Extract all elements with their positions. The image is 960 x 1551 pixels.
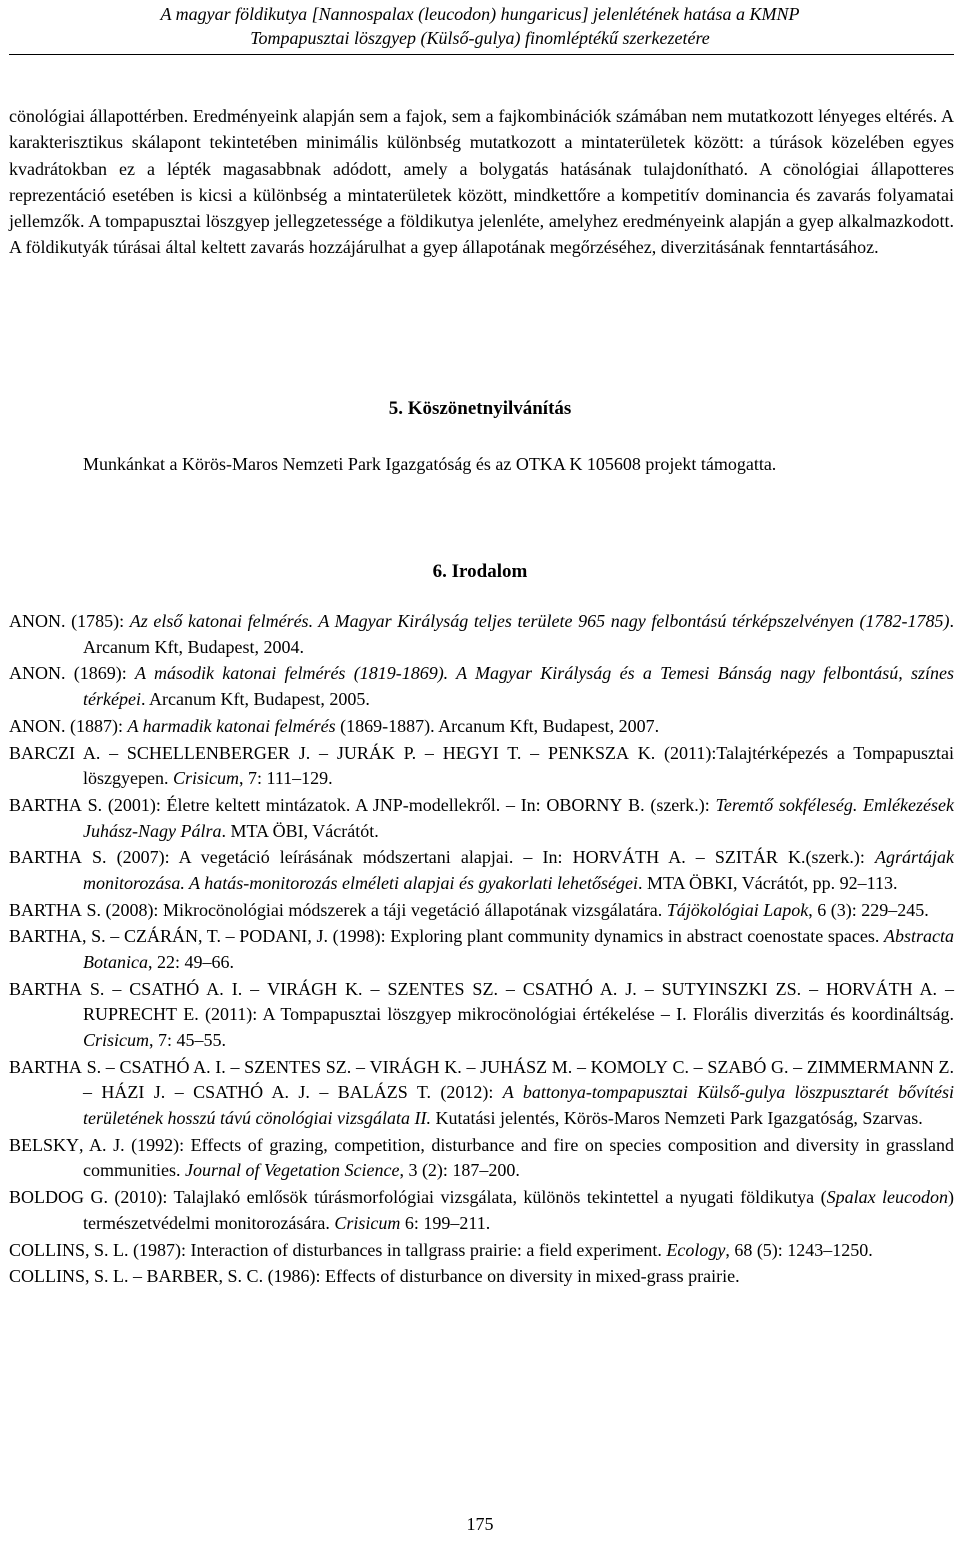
reference-title: Crisicum — [83, 1030, 150, 1050]
running-header-line-2: Tompapusztai löszgyep (Külső-gulya) finomléptékű szerkezetére — [250, 28, 710, 48]
reference-text: , 7: 111–129. — [239, 768, 333, 789]
reference-author: BARBER — [146, 1266, 219, 1287]
reference-title: Teremtő sokféleség. Emlékezések Juhász-Nagy Pálra — [83, 794, 954, 841]
reference-author: JUHÁSZ — [480, 1056, 548, 1077]
reference-text: , 22: 49–66. — [148, 952, 235, 973]
reference-author: KOMOLY — [590, 1056, 668, 1077]
reference-item — [9, 741, 954, 792]
reference-title: Journal of Vegetation Science — [185, 1160, 400, 1181]
reference-author: CSATHÓ — [193, 1082, 264, 1103]
reference-text: , J. (1998): Exploring plant community dynamics in abstract coenostate spaces. — [307, 926, 884, 947]
reference-text: P. – — [394, 742, 443, 763]
reference-author: CSATHÓ — [119, 1056, 190, 1077]
reference-title: Crisicum — [334, 1212, 401, 1233]
reference-text: A. – — [75, 742, 127, 763]
reference-author: BOLDOG — [9, 1187, 84, 1208]
reference-author: COLLINS — [9, 1239, 85, 1260]
reference-item — [9, 1185, 954, 1236]
reference-author: SZENTES — [387, 978, 465, 999]
reference-text: Z. – — [83, 1056, 955, 1103]
reference-item — [9, 1264, 954, 1290]
reference-text: C. – — [667, 1056, 708, 1077]
reference-text: , A. J. (1992): Effects of grazing, competition, disturbance and fire on species composition and diversity in grassland communities. — [79, 1134, 954, 1181]
reference-item — [9, 609, 954, 660]
reference-author: ZIMMERMANN — [806, 1056, 934, 1077]
reference-author: SZENTES — [244, 1056, 322, 1077]
reference-text: K. – — [337, 978, 388, 999]
reference-title: Abstracta Botanica — [83, 926, 954, 973]
reference-text: K.(szerk.): — [777, 847, 875, 868]
reference-author: SCHELLENBERGER — [126, 742, 290, 763]
reference-title: Ecology — [666, 1239, 726, 1260]
reference-item — [9, 1238, 954, 1264]
reference-title: A harmadik katonai felmérés — [127, 715, 336, 736]
section-heading-acknowledgements: 5. Köszönetnyilvánítás — [388, 398, 572, 419]
page-number: 175 — [466, 1514, 494, 1534]
reference-text: . MTA ÖBI, Vácrátót. — [221, 820, 379, 841]
reference-author: BARTHA — [9, 926, 82, 947]
reference-list — [9, 609, 954, 1291]
reference-text: ) természetvédelmi monitorozására. — [83, 1187, 954, 1233]
reference-text: . Arcanum Kft, Budapest, 2005. — [140, 688, 370, 709]
reference-item — [9, 1055, 954, 1132]
header-rule — [9, 54, 954, 55]
reference-text: T. – — [498, 742, 548, 763]
reference-title: Agrártájak monitorozása. A hatás-monitorozás elméleti alapjai és gyakorlati lehetőségei — [83, 847, 954, 893]
reference-title: A battonya-tompapusztai Külső-gulya löszpusztarét bővítési területének hosszú távú cönológiai vizsgálata II. — [83, 1082, 955, 1128]
running-header — [0, 0, 960, 50]
reference-title: Tájökológiai Lapok — [666, 899, 809, 920]
reference-author: BARCZI — [9, 742, 76, 763]
reference-text: . MTA ÖBKI, Vácrátót, pp. 92–113. — [637, 872, 898, 893]
reference-text: , S. L. – — [85, 1266, 147, 1287]
reference-author: BARTHA — [9, 794, 82, 815]
reference-item — [9, 714, 954, 740]
reference-author: HÁZI — [101, 1082, 145, 1103]
reference-text: T. (2012): — [407, 1082, 503, 1103]
reference-author: ANON — [9, 715, 61, 736]
reference-text: E. (2011): A Tompapusztai löszgyep mikrocönológiai értékelése – I. Florális diverzitás és koordináltság. — [177, 1004, 954, 1025]
reference-text: , 6 (3): 229–245. — [808, 899, 929, 920]
reference-title: Crisicum — [172, 768, 239, 789]
reference-text: K. – — [439, 1056, 481, 1077]
reference-text: G. (2010): Talajlakó emlősök túrásmorfológiai vizsgálata, különös tekintettel a nyugati földikutya ( — [84, 1187, 827, 1208]
reference-text: S. (2007): A vegetáció leírásának módszertani alapjai. – In: — [81, 847, 573, 868]
reference-item — [9, 898, 954, 924]
reference-text: S. (2008): Mikrocönológiai módszerek a táji vegetáció állapotának vizsgálatára. — [81, 899, 667, 920]
reference-title: A második katonai felmérés (1819-1869). A Magyar Királyság és a Temesi Bánság nagy felbontású, színes térképei — [83, 663, 954, 709]
reference-text: , 3 (2): 187–200. — [399, 1160, 520, 1181]
reference-item — [9, 977, 954, 1054]
reference-author: BELSKY — [9, 1134, 80, 1155]
reference-author: BARTHA — [9, 978, 82, 999]
reference-author: JURÁK — [336, 742, 395, 763]
reference-author: CSATHÓ — [129, 978, 200, 999]
reference-text: Kutatási jelentés, Körös-Maros Nemzeti Park Igazgatóság, Szarvas. — [430, 1107, 923, 1128]
reference-author: HEGYI — [442, 742, 499, 763]
reference-item — [9, 793, 954, 844]
reference-text: S. – — [81, 978, 130, 999]
body-paragraph: cönológiai állapottérben. Eredményeink alapján sem a fajok, sem a fajkombinációk számában nem mutatkozott lényeges eltérés. A karakterisztikus skálapont tekintetében minimális különbség mutatkozott a mintaterületek között: a túrások közelében egyes kvadrátokban ez a lépték magasabbnak adódott, amely a bolygatás hatásának tulajdonítható. A cönológiai állapotteres reprezentáció esetében is kicsi a különbség a mintaterületek között, mindkettőre a kompetitív dominancia és zavarás folyamatai jellemzők. A tompapusztai löszgyep jellegzetessége a földikutya jelenléte, amelyhez eredményeink alapján a gyep alkalmazkodott. A földikutyák túrásai által keltett zavarás hozzájárulhat a gyep állapotának megőrzéséhez, diverzitásának fenntartásához. — [9, 106, 954, 258]
reference-author: ANON — [9, 611, 61, 631]
reference-author: SUTYINSZKI — [661, 978, 768, 999]
reference-text: . (1785): — [61, 611, 130, 631]
reference-item — [9, 924, 954, 975]
reference-text: , 68 (5): 1243–1250. — [725, 1239, 873, 1260]
reference-text: 6: 199–211. — [400, 1212, 491, 1233]
reference-author: CSATHÓ — [522, 978, 593, 999]
reference-author: CZÁRÁN — [123, 926, 198, 947]
reference-author: PENKSZA — [547, 742, 629, 763]
reference-text: A. – — [659, 847, 715, 868]
reference-text: A. J. – — [263, 1082, 338, 1103]
reference-author: VIRÁGH — [267, 978, 338, 999]
reference-title: Az első katonai felmérés. A Magyar Királyság teljes területe 965 nagy felbontású térképszelvényen (1782-1785) — [129, 611, 950, 631]
reference-text: ZS. – — [767, 978, 827, 999]
reference-author: COLLINS — [9, 1266, 85, 1287]
reference-text: , S. C. (1986): Effects of disturbance on diversity in mixed-grass prairie. — [218, 1266, 740, 1287]
reference-title: Spalax leucodon — [826, 1187, 948, 1208]
reference-text: , S. – — [81, 926, 124, 947]
reference-author: HORVÁTH — [826, 978, 913, 999]
reference-item — [9, 845, 954, 896]
reference-text: . (1869): — [61, 663, 136, 684]
reference-text: A. I. – — [199, 978, 268, 999]
reference-author: BARTHA — [9, 847, 82, 868]
reference-author: PODANI — [239, 926, 308, 947]
reference-author: HORVÁTH — [572, 847, 660, 868]
reference-text: J. – — [144, 1082, 194, 1103]
reference-text: G. – — [766, 1056, 807, 1077]
reference-text: , S. L. (1987): Interaction of disturbances in tallgrass prairie: a field experiment. — [85, 1239, 667, 1260]
reference-text: J. – — [289, 742, 337, 763]
reference-text: SZ. – — [464, 978, 523, 999]
reference-item — [9, 661, 954, 712]
reference-author: SZITÁR — [714, 847, 778, 868]
reference-text: S. (2001): Életre keltett mintázatok. A JNP-modellekről. – In: — [81, 794, 547, 815]
reference-text: . (1887): — [61, 715, 128, 736]
section-heading-references: 6. Irodalom — [432, 561, 528, 582]
reference-author: BALÁZS — [337, 1082, 408, 1103]
reference-text: A. – — [912, 978, 954, 999]
reference-text: . Arcanum Kft, Budapest, 2004. — [83, 611, 954, 657]
reference-text: A. J. – — [592, 978, 662, 999]
reference-author: SZABÓ — [707, 1056, 767, 1077]
reference-text: A. I. – — [189, 1056, 245, 1077]
reference-text: K. (2011):Talajtérképezés a Tompapusztai löszgyepen. — [83, 742, 954, 789]
reference-author: ANON — [9, 663, 61, 684]
reference-text: B. (szerk.): — [622, 794, 716, 815]
reference-author: RUPRECHT — [83, 1004, 178, 1025]
acknowledgements-text: Munkánkat a Körös-Maros Nemzeti Park Igazgatóság és az OTKA K 105608 projekt támogatta. — [83, 454, 777, 474]
running-header-line-1: A magyar földikutya [Nannospalax (leucodon) hungaricus] jelenlétének hatása a KMNP — [160, 4, 800, 24]
reference-author: BARTHA — [9, 899, 82, 920]
reference-item — [9, 1133, 954, 1184]
reference-author: OBORNY — [546, 794, 623, 815]
reference-author: VIRÁGH — [369, 1056, 440, 1077]
reference-text: M. – — [547, 1056, 591, 1077]
reference-text: , T. – — [197, 926, 240, 947]
reference-author: BARTHA — [9, 1056, 82, 1077]
reference-text: SZ. – — [321, 1056, 370, 1077]
reference-text: , 7: 45–55. — [149, 1030, 227, 1050]
reference-text: (1869-1887). Arcanum Kft, Budapest, 2007. — [335, 715, 660, 736]
reference-text: S. – — [81, 1056, 120, 1077]
